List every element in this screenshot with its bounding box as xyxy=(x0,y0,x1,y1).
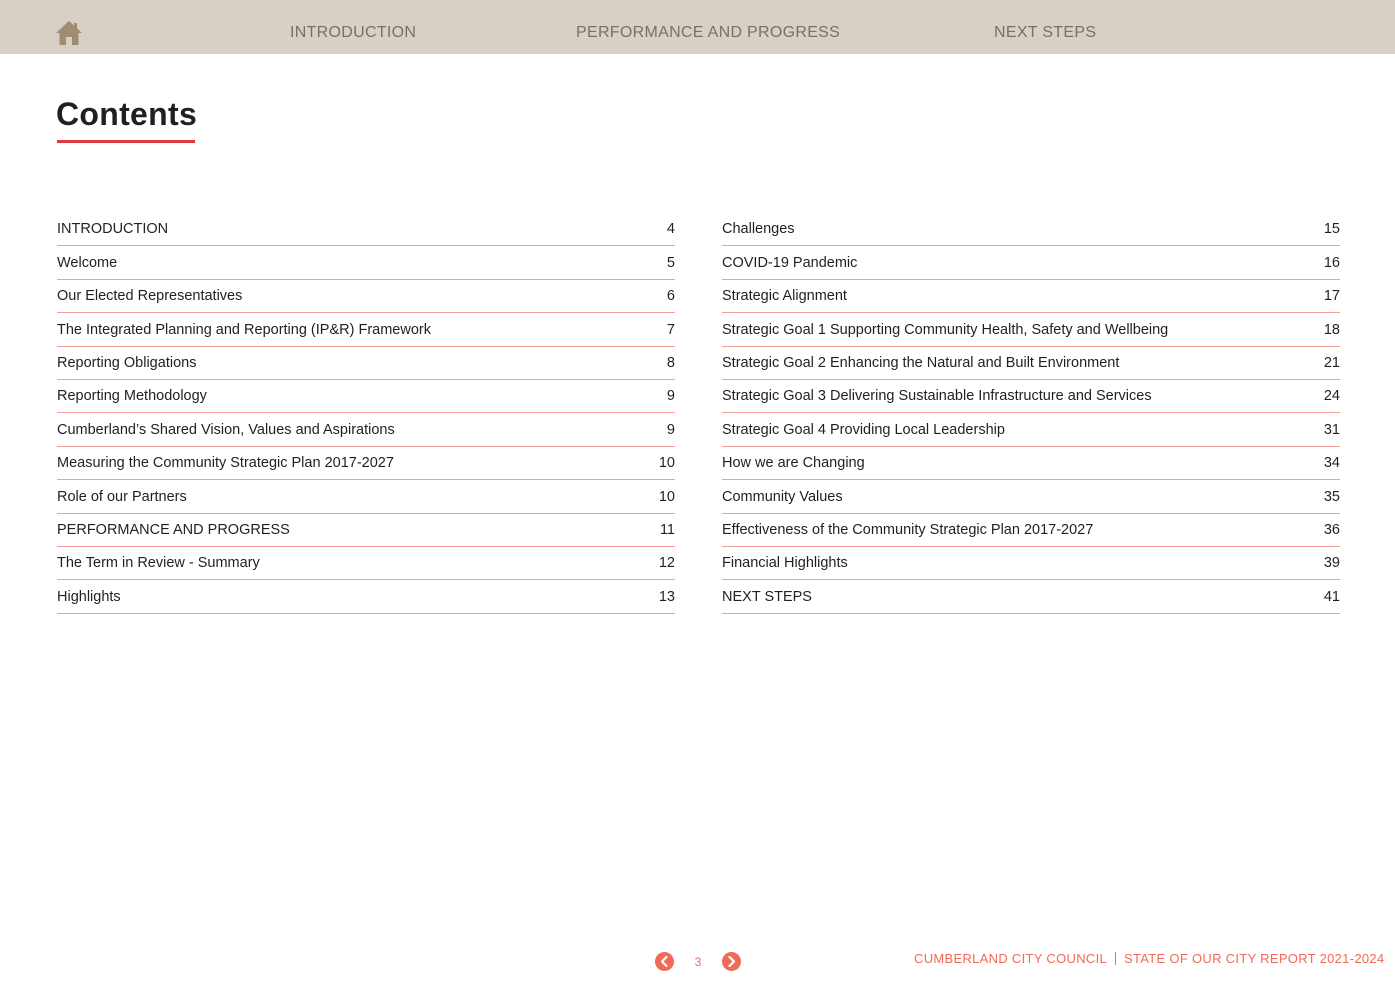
current-page-number: 3 xyxy=(694,955,702,969)
footer-divider xyxy=(1115,952,1116,965)
toc-entry-financial-highlights[interactable] xyxy=(722,547,1340,580)
toc-entry-page: 35 xyxy=(1323,488,1340,505)
toc-entry-csp-effectiveness[interactable] xyxy=(722,514,1340,547)
nav-next-steps[interactable]: NEXT STEPS xyxy=(994,24,1097,41)
nav-introduction[interactable]: INTRODUCTION xyxy=(290,24,417,41)
toc-entry-term-in-review[interactable] xyxy=(57,547,675,580)
toc-entry-label: Our Elected Representatives xyxy=(57,288,243,305)
toc-entry-community-values[interactable] xyxy=(722,480,1340,513)
toc-entry-page: 10 xyxy=(658,488,675,505)
chevron-right-icon xyxy=(722,952,741,971)
toc-entry-reporting-obligations[interactable] xyxy=(57,347,675,380)
toc-entry-strategic-goal-4[interactable] xyxy=(722,413,1340,446)
toc-entry-label: Welcome xyxy=(57,254,118,271)
toc-entry-challenges[interactable] xyxy=(722,213,1340,246)
toc-entry-page: 21 xyxy=(1323,354,1340,371)
toc-entry-strategic-goal-3[interactable] xyxy=(722,380,1340,413)
toc-entry-label: Reporting Methodology xyxy=(57,388,207,405)
chevron-left-icon xyxy=(655,952,674,971)
home-icon xyxy=(55,20,83,46)
toc-entry-label: Highlights xyxy=(57,588,121,605)
toc-entry-page: 13 xyxy=(658,588,675,605)
toc-entry-page: 34 xyxy=(1323,455,1340,472)
toc-entry-page: 39 xyxy=(1323,555,1340,572)
toc-entry-page: 12 xyxy=(658,555,675,572)
toc-entry-page: 31 xyxy=(1323,421,1340,438)
toc-entry-welcome[interactable] xyxy=(57,246,675,279)
toc-entry-label: Cumberland’s Shared Vision, Values and Aspirations xyxy=(57,421,395,438)
toc-entry-page: 24 xyxy=(1323,388,1340,405)
toc-entry-label: Measuring the Community Strategic Plan 2017-2027 xyxy=(57,455,394,472)
toc-entry-label: INTRODUCTION xyxy=(57,221,169,238)
toc-entry-page: 9 xyxy=(666,388,675,405)
toc-entry-page: 5 xyxy=(666,254,675,271)
toc-entry-page: 6 xyxy=(666,288,675,305)
toc-entry-label: Strategic Goal 3 Delivering Sustainable Infrastructure and Services xyxy=(722,388,1152,405)
toc-entry-page: 9 xyxy=(666,421,675,438)
toc-entry-next-steps[interactable] xyxy=(722,580,1340,613)
toc-entry-page: 4 xyxy=(666,221,675,238)
toc-entry-label: Strategic Goal 2 Enhancing the Natural and Built Environment xyxy=(722,354,1120,371)
toc-entry-page: 11 xyxy=(659,521,675,538)
toc-entry-performance-and-progress[interactable] xyxy=(57,514,675,547)
toc-entry-page: 8 xyxy=(666,354,675,371)
page-title: Contents xyxy=(56,96,198,132)
toc-entry-strategic-goal-2[interactable] xyxy=(722,347,1340,380)
toc-entry-elected-representatives[interactable] xyxy=(57,280,675,313)
toc-entry-label: Community Values xyxy=(722,488,843,505)
footer-report-title: STATE OF OUR CITY REPORT 2021-2024 xyxy=(1124,951,1385,966)
toc-entry-label: The Term in Review - Summary xyxy=(57,555,260,572)
toc-entry-covid-19-pandemic[interactable] xyxy=(722,246,1340,279)
toc-entry-page: 36 xyxy=(1323,521,1340,538)
toc-entry-label: Reporting Obligations xyxy=(57,354,197,371)
toc-entry-shared-vision[interactable] xyxy=(57,413,675,446)
toc-entry-page: 41 xyxy=(1323,588,1340,605)
toc-entry-label: The Integrated Planning and Reporting (IP&R) Framework xyxy=(57,321,431,338)
toc-entry-highlights[interactable] xyxy=(57,580,675,613)
toc-entry-label: How we are Changing xyxy=(722,455,865,472)
toc-entry-label: Strategic Goal 4 Providing Local Leadership xyxy=(722,421,1005,438)
footer-organisation: CUMBERLAND CITY COUNCIL xyxy=(914,951,1108,966)
toc-entry-label: NEXT STEPS xyxy=(722,588,812,605)
toc-entry-reporting-methodology[interactable] xyxy=(57,380,675,413)
toc-entry-label: Role of our Partners xyxy=(57,488,187,505)
contents-list-left xyxy=(57,213,675,614)
toc-entry-label: Strategic Goal 1 Supporting Community Health, Safety and Wellbeing xyxy=(722,321,1169,338)
toc-entry-label: Effectiveness of the Community Strategic Plan 2017-2027 xyxy=(722,521,1094,538)
next-page-button[interactable] xyxy=(722,952,741,971)
toc-entry-role-of-partners[interactable] xyxy=(57,480,675,513)
toc-entry-measuring-csp[interactable] xyxy=(57,447,675,480)
previous-page-button[interactable] xyxy=(655,952,674,971)
footer xyxy=(914,951,1384,966)
toc-entry-page: 16 xyxy=(1323,254,1340,271)
title-underline xyxy=(57,140,195,143)
toc-entry-page: 10 xyxy=(658,455,675,472)
home-button[interactable] xyxy=(55,20,83,46)
toc-entry-how-we-are-changing[interactable] xyxy=(722,447,1340,480)
top-navigation-bar xyxy=(0,0,1395,54)
toc-entry-page: 15 xyxy=(1323,221,1340,238)
toc-entry-introduction[interactable] xyxy=(57,213,675,246)
toc-entry-strategic-goal-1[interactable] xyxy=(722,313,1340,346)
toc-entry-strategic-alignment[interactable] xyxy=(722,280,1340,313)
contents-list-right xyxy=(722,213,1340,614)
toc-entry-label: Financial Highlights xyxy=(722,555,848,572)
toc-entry-page: 18 xyxy=(1323,321,1340,338)
toc-entry-label: Challenges xyxy=(722,221,795,238)
toc-entry-label: PERFORMANCE AND PROGRESS xyxy=(57,521,290,538)
nav-performance-and-progress[interactable]: PERFORMANCE AND PROGRESS xyxy=(576,24,841,41)
toc-entry-page: 17 xyxy=(1323,288,1340,305)
toc-entry-page: 7 xyxy=(666,321,675,338)
toc-entry-label: Strategic Alignment xyxy=(722,288,847,305)
toc-entry-label: COVID-19 Pandemic xyxy=(722,254,858,271)
toc-entry-ipr-framework[interactable] xyxy=(57,313,675,346)
